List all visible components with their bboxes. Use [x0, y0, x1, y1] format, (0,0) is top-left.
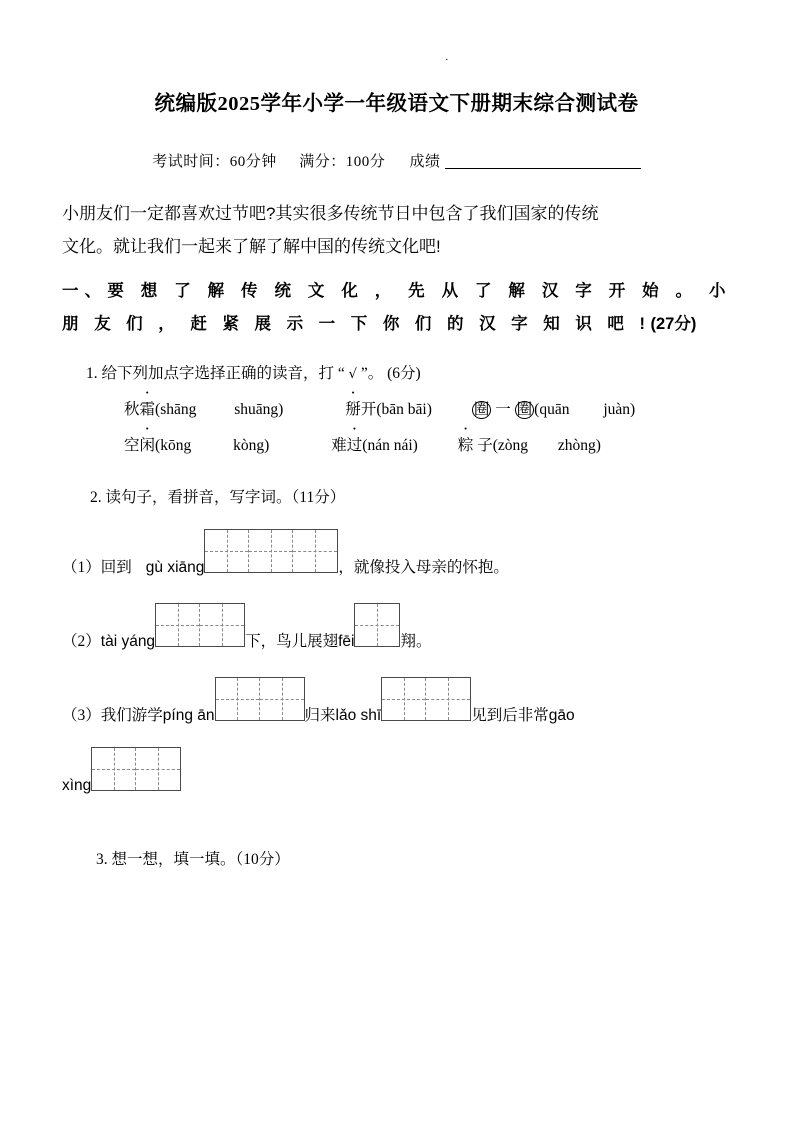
q2-item-2-label: （2）	[62, 632, 101, 650]
q2-item-2-pinyin: tài yáng	[100, 632, 156, 650]
q1-item-1-prefix: 秋	[124, 400, 140, 418]
q1-item-4-option2: kòng)	[233, 436, 270, 454]
q3-score: （10分）	[235, 850, 290, 868]
exam-info-line	[62, 150, 731, 171]
q1-item-1-option2: shuāng)	[234, 400, 284, 418]
q1-item-6-dotted-char: 粽	[457, 436, 474, 454]
q1-item-3-mid: 一	[495, 400, 511, 418]
tianzi-cell[interactable]	[200, 604, 244, 646]
q1-item-2-option2: bāi)	[407, 400, 432, 418]
q1-item-6-suffix: 子	[477, 436, 493, 454]
tianzi-cell[interactable]	[260, 678, 304, 720]
q1-item-6[interactable]	[458, 433, 601, 455]
q1-item-5-option2: nái)	[393, 436, 418, 454]
q2-text: 读句子，看拼音，写字词。	[105, 488, 292, 506]
q2-number: 2.	[90, 488, 102, 506]
q1-item-1-dotted-char: 霜	[139, 400, 156, 418]
tianzi-cell[interactable]	[205, 530, 249, 572]
q1-item-3-options: (quān	[534, 400, 570, 418]
q2-item-4-pinyin: xìng	[62, 776, 92, 794]
q2-item-1-label: （1）	[62, 558, 101, 576]
q1-item-4-prefix: 空	[124, 436, 140, 454]
q2-score: （11分）	[291, 488, 346, 506]
page-title: 统编版2025学年小学一年级语文下册期末综合测试卷	[154, 93, 639, 115]
q1-quote-open: “	[337, 365, 345, 383]
section-one-score: (27分)	[650, 315, 697, 334]
q3-text: 想一想，填一填。	[111, 850, 236, 868]
q2-item-3-answer-grid-2[interactable]	[381, 677, 471, 721]
intro-paragraph	[62, 197, 731, 263]
intro-line-1: 小朋友们一定都喜欢过节吧?其实很多传统节日中包含了我们国家的传统	[62, 204, 599, 223]
section-one-text: 一、要 想 了 解 传 统 文 化 ， 先 从 了 解 汉 字 开 始 。 小 朋 友 们 ， 赶 紧 展 示 一 下 你 们 的 汉 字 知 识 吧 !	[62, 282, 731, 334]
q2-item-1-pre: 回到	[100, 558, 132, 576]
score-label: 成绩	[409, 154, 441, 170]
q1-item-2-options: (bān	[376, 400, 404, 418]
q2-item-2-pinyin-2: fēi	[338, 632, 355, 650]
q1-item-3-circled-char-2: 圈	[516, 400, 533, 418]
q1-number: 1.	[86, 365, 98, 383]
q1-item-6-option2: zhòng)	[557, 436, 601, 454]
q1-item-3[interactable]	[472, 397, 635, 419]
score-blank[interactable]	[445, 168, 641, 169]
exam-time-label: 考试时间：60分钟	[152, 154, 277, 170]
tianzi-cell[interactable]	[249, 530, 293, 572]
q2-item-1-answer-grid[interactable]	[204, 529, 338, 573]
tianzi-cell[interactable]	[136, 748, 180, 790]
tianzi-cell[interactable]	[355, 604, 399, 646]
tianzi-cell[interactable]	[156, 604, 200, 646]
q1-item-5-dotted-char: 过	[346, 436, 363, 454]
q2-item-1-pinyin: gù xiāng	[145, 558, 205, 576]
q1-item-5-options: (nán	[362, 436, 390, 454]
q1-score: (6分)	[387, 365, 421, 383]
q2-item-3-pinyin: píng ān	[162, 706, 215, 724]
full-marks-label: 满分：100分	[299, 154, 386, 170]
q2-item-1	[62, 529, 731, 577]
q1-row-1	[62, 397, 731, 419]
q2-item-3-mid: 归来	[304, 706, 336, 724]
q1-item-2[interactable]	[345, 397, 432, 419]
q1-item-2-suffix: 开	[360, 400, 377, 418]
question-2-heading	[62, 485, 731, 507]
q1-item-3-option2: juàn)	[603, 400, 636, 418]
q2-item-1-post: ，就像投入母亲的怀抱。	[338, 558, 509, 576]
tianzi-cell[interactable]	[382, 678, 426, 720]
q1-item-3-circled-char: 圈	[473, 400, 490, 418]
q2-item-3-pinyin-3: gāo	[548, 706, 575, 724]
q1-row-2	[62, 433, 731, 455]
q1-item-5-prefix: 难	[331, 436, 347, 454]
q2-item-3-pinyin-2: lǎo shī	[335, 706, 382, 724]
q2-item-3-post: 见到后非常	[471, 706, 549, 724]
tianzi-cell[interactable]	[293, 530, 337, 572]
q1-period: 。	[367, 365, 384, 383]
q2-item-2	[62, 603, 731, 651]
q2-item-3-pre: 我们游学	[100, 706, 163, 724]
q1-text: 给下列加点字选择正确的读音，打	[101, 365, 335, 383]
q2-item-2-mid: 下，鸟儿展翅	[245, 632, 339, 650]
q1-item-4[interactable]	[124, 433, 269, 455]
q3-number: 3.	[96, 850, 108, 868]
q2-item-2-answer-grid-2[interactable]	[354, 603, 400, 647]
q1-quote-close: ”	[360, 365, 368, 383]
intro-line-2: 文化。就让我们一起来了解了解中国的传统文化吧!	[62, 237, 441, 257]
q2-item-3-answer-grid[interactable]	[215, 677, 305, 721]
q1-item-1-options: (shāng	[155, 400, 197, 418]
q2-item-3	[62, 677, 731, 725]
q1-item-4-options: (kōng	[155, 436, 192, 454]
q2-item-3-label: （3）	[62, 706, 101, 724]
q1-item-6-options: (zòng	[492, 436, 529, 454]
q2-item-4-answer-grid[interactable]	[91, 747, 181, 791]
section-one-heading	[62, 275, 731, 341]
tianzi-cell[interactable]	[426, 678, 470, 720]
tianzi-cell[interactable]	[216, 678, 260, 720]
question-3-heading	[62, 847, 731, 869]
q1-item-2-dotted-char: 掰	[345, 400, 361, 418]
q2-item-2-post: 翔。	[400, 632, 432, 650]
q1-item-4-dotted-char: 闲	[139, 436, 156, 454]
tianzi-cell[interactable]	[92, 748, 136, 790]
q2-item-3-continued	[62, 747, 731, 795]
check-icon: √	[348, 367, 357, 383]
q2-item-2-answer-grid[interactable]	[155, 603, 245, 647]
top-marker: ·	[445, 54, 449, 66]
q1-item-1[interactable]	[124, 397, 283, 419]
q1-item-5[interactable]	[331, 433, 418, 455]
question-1-heading	[62, 359, 731, 388]
